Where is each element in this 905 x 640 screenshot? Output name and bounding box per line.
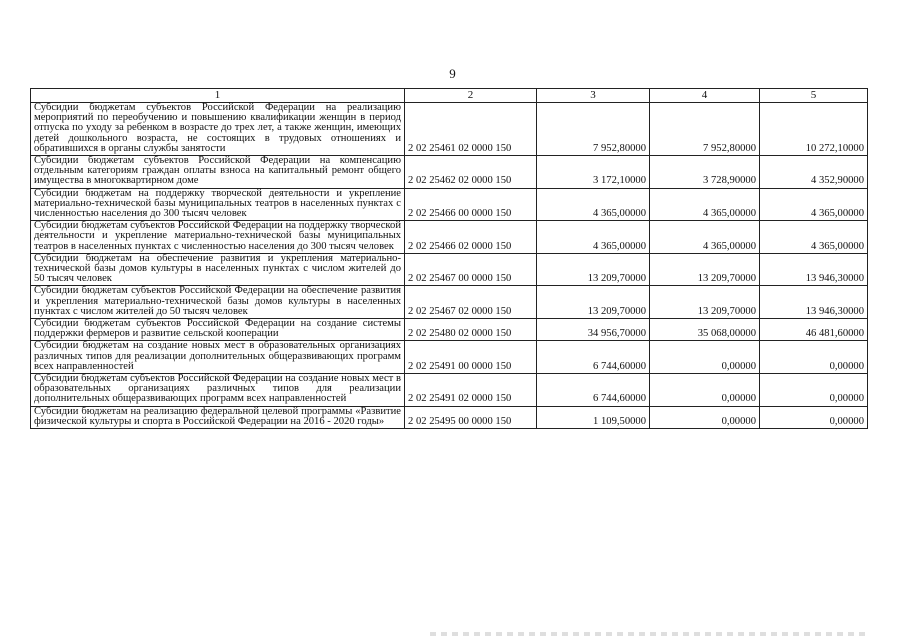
- table-row: [31, 341, 868, 374]
- row-code: 2 02 25467 00 0000 150: [405, 253, 537, 286]
- budget-table: [30, 88, 868, 429]
- row-code: 2 02 25466 02 0000 150: [405, 221, 537, 254]
- page-number: 9: [449, 66, 456, 81]
- row-value-2: 0,00000: [650, 341, 760, 374]
- table-row: [31, 319, 868, 341]
- row-value-2: 35 068,00000: [650, 319, 760, 341]
- scan-artifact-line: [430, 632, 870, 636]
- row-value-1: 4 365,00000: [537, 221, 650, 254]
- row-description: Субсидии бюджетам субъектов Российской Федерации на обеспечение развития и укрепления материально-технической базы домов культуры в населенных пунктах с числом жителей до 50 тысяч человек: [31, 286, 405, 319]
- column-header-4: 4: [650, 89, 760, 103]
- row-code: 2 02 25480 02 0000 150: [405, 319, 537, 341]
- row-value-3: 46 481,60000: [760, 319, 868, 341]
- row-value-3: 4 352,90000: [760, 156, 868, 189]
- row-value-3: 13 946,30000: [760, 253, 868, 286]
- row-value-2: 0,00000: [650, 406, 760, 428]
- row-value-3: 13 946,30000: [760, 286, 868, 319]
- table-row: [31, 374, 868, 407]
- row-value-2: 7 952,80000: [650, 103, 760, 156]
- table-row: [31, 286, 868, 319]
- table-row: [31, 253, 868, 286]
- row-value-2: 0,00000: [650, 374, 760, 407]
- table-header-row: [31, 89, 868, 103]
- row-description: Субсидии бюджетам субъектов Российской Федерации на компенсацию отдельным категориям граждан оплаты взноса на капитальный ремонт общего имущества в многоквартирном доме: [31, 156, 405, 189]
- row-code: 2 02 25495 00 0000 150: [405, 406, 537, 428]
- row-value-2: 13 209,70000: [650, 286, 760, 319]
- row-code: 2 02 25467 02 0000 150: [405, 286, 537, 319]
- row-value-1: 4 365,00000: [537, 188, 650, 221]
- row-value-1: 3 172,10000: [537, 156, 650, 189]
- row-code: 2 02 25491 02 0000 150: [405, 374, 537, 407]
- row-code: 2 02 25462 02 0000 150: [405, 156, 537, 189]
- row-description: Субсидии бюджетам на обеспечение развития и укрепления материально-технической базы домов культуры в населенных пунктах с числом жителей до 50 тысяч человек: [31, 253, 405, 286]
- row-value-1: 13 209,70000: [537, 286, 650, 319]
- row-value-1: 13 209,70000: [537, 253, 650, 286]
- row-value-1: 6 744,60000: [537, 374, 650, 407]
- column-header-1: 1: [31, 89, 405, 103]
- row-value-2: 4 365,00000: [650, 188, 760, 221]
- row-description: Субсидии бюджетам субъектов Российской Федерации на создание системы поддержки фермеров и развитие сельской кооперации: [31, 319, 405, 341]
- row-value-2: 4 365,00000: [650, 221, 760, 254]
- row-value-1: 7 952,80000: [537, 103, 650, 156]
- row-value-3: 0,00000: [760, 341, 868, 374]
- row-value-2: 13 209,70000: [650, 253, 760, 286]
- column-header-2: 2: [405, 89, 537, 103]
- table-row: [31, 103, 868, 156]
- column-header-5: 5: [760, 89, 868, 103]
- column-header-3: 3: [537, 89, 650, 103]
- table-row: [31, 406, 868, 428]
- row-description: Субсидии бюджетам на создание новых мест в образовательных организациях различных типов для реализации дополнительных общеразвивающих программ всех направленностей: [31, 341, 405, 374]
- row-value-1: 1 109,50000: [537, 406, 650, 428]
- table-row: [31, 221, 868, 254]
- row-value-3: 0,00000: [760, 374, 868, 407]
- row-value-3: 4 365,00000: [760, 188, 868, 221]
- row-value-1: 6 744,60000: [537, 341, 650, 374]
- row-value-3: 10 272,10000: [760, 103, 868, 156]
- row-value-1: 34 956,70000: [537, 319, 650, 341]
- row-code: 2 02 25466 00 0000 150: [405, 188, 537, 221]
- row-value-3: 4 365,00000: [760, 221, 868, 254]
- row-value-2: 3 728,90000: [650, 156, 760, 189]
- table-row: [31, 156, 868, 189]
- table-row: [31, 188, 868, 221]
- row-description: Субсидии бюджетам субъектов Российской Федерации на поддержку творческой деятельности и укрепление материально-технической базы муниципальных театров в населенных пунктах с численностью населения до 300 тысяч человек: [31, 221, 405, 254]
- row-code: 2 02 25461 02 0000 150: [405, 103, 537, 156]
- row-code: 2 02 25491 00 0000 150: [405, 341, 537, 374]
- row-value-3: 0,00000: [760, 406, 868, 428]
- row-description: Субсидии бюджетам субъектов Российской Федерации на реализацию мероприятий по переобучению и повышению квалификации женщин в период отпуска по уходу за ребенком в возрасте до трех лет, а также женщин, имеющих детей дошкольного возраста, не состоящих в трудовых отношениях и обратившихся в органы службы занятости: [31, 103, 405, 156]
- row-description: Субсидии бюджетам субъектов Российской Федерации на создание новых мест в образовательных организациях различных типов для реализации дополнительных общеразвивающих программ всех направленностей: [31, 374, 405, 407]
- row-description: Субсидии бюджетам на поддержку творческой деятельности и укрепление материально-технической базы муниципальных театров в населенных пунктах с численностью населения до 300 тысяч человек: [31, 188, 405, 221]
- row-description: Субсидии бюджетам на реализацию федеральной целевой программы «Развитие физической культуры и спорта в Российской Федерации на 2016 - 2020 годы»: [31, 406, 405, 428]
